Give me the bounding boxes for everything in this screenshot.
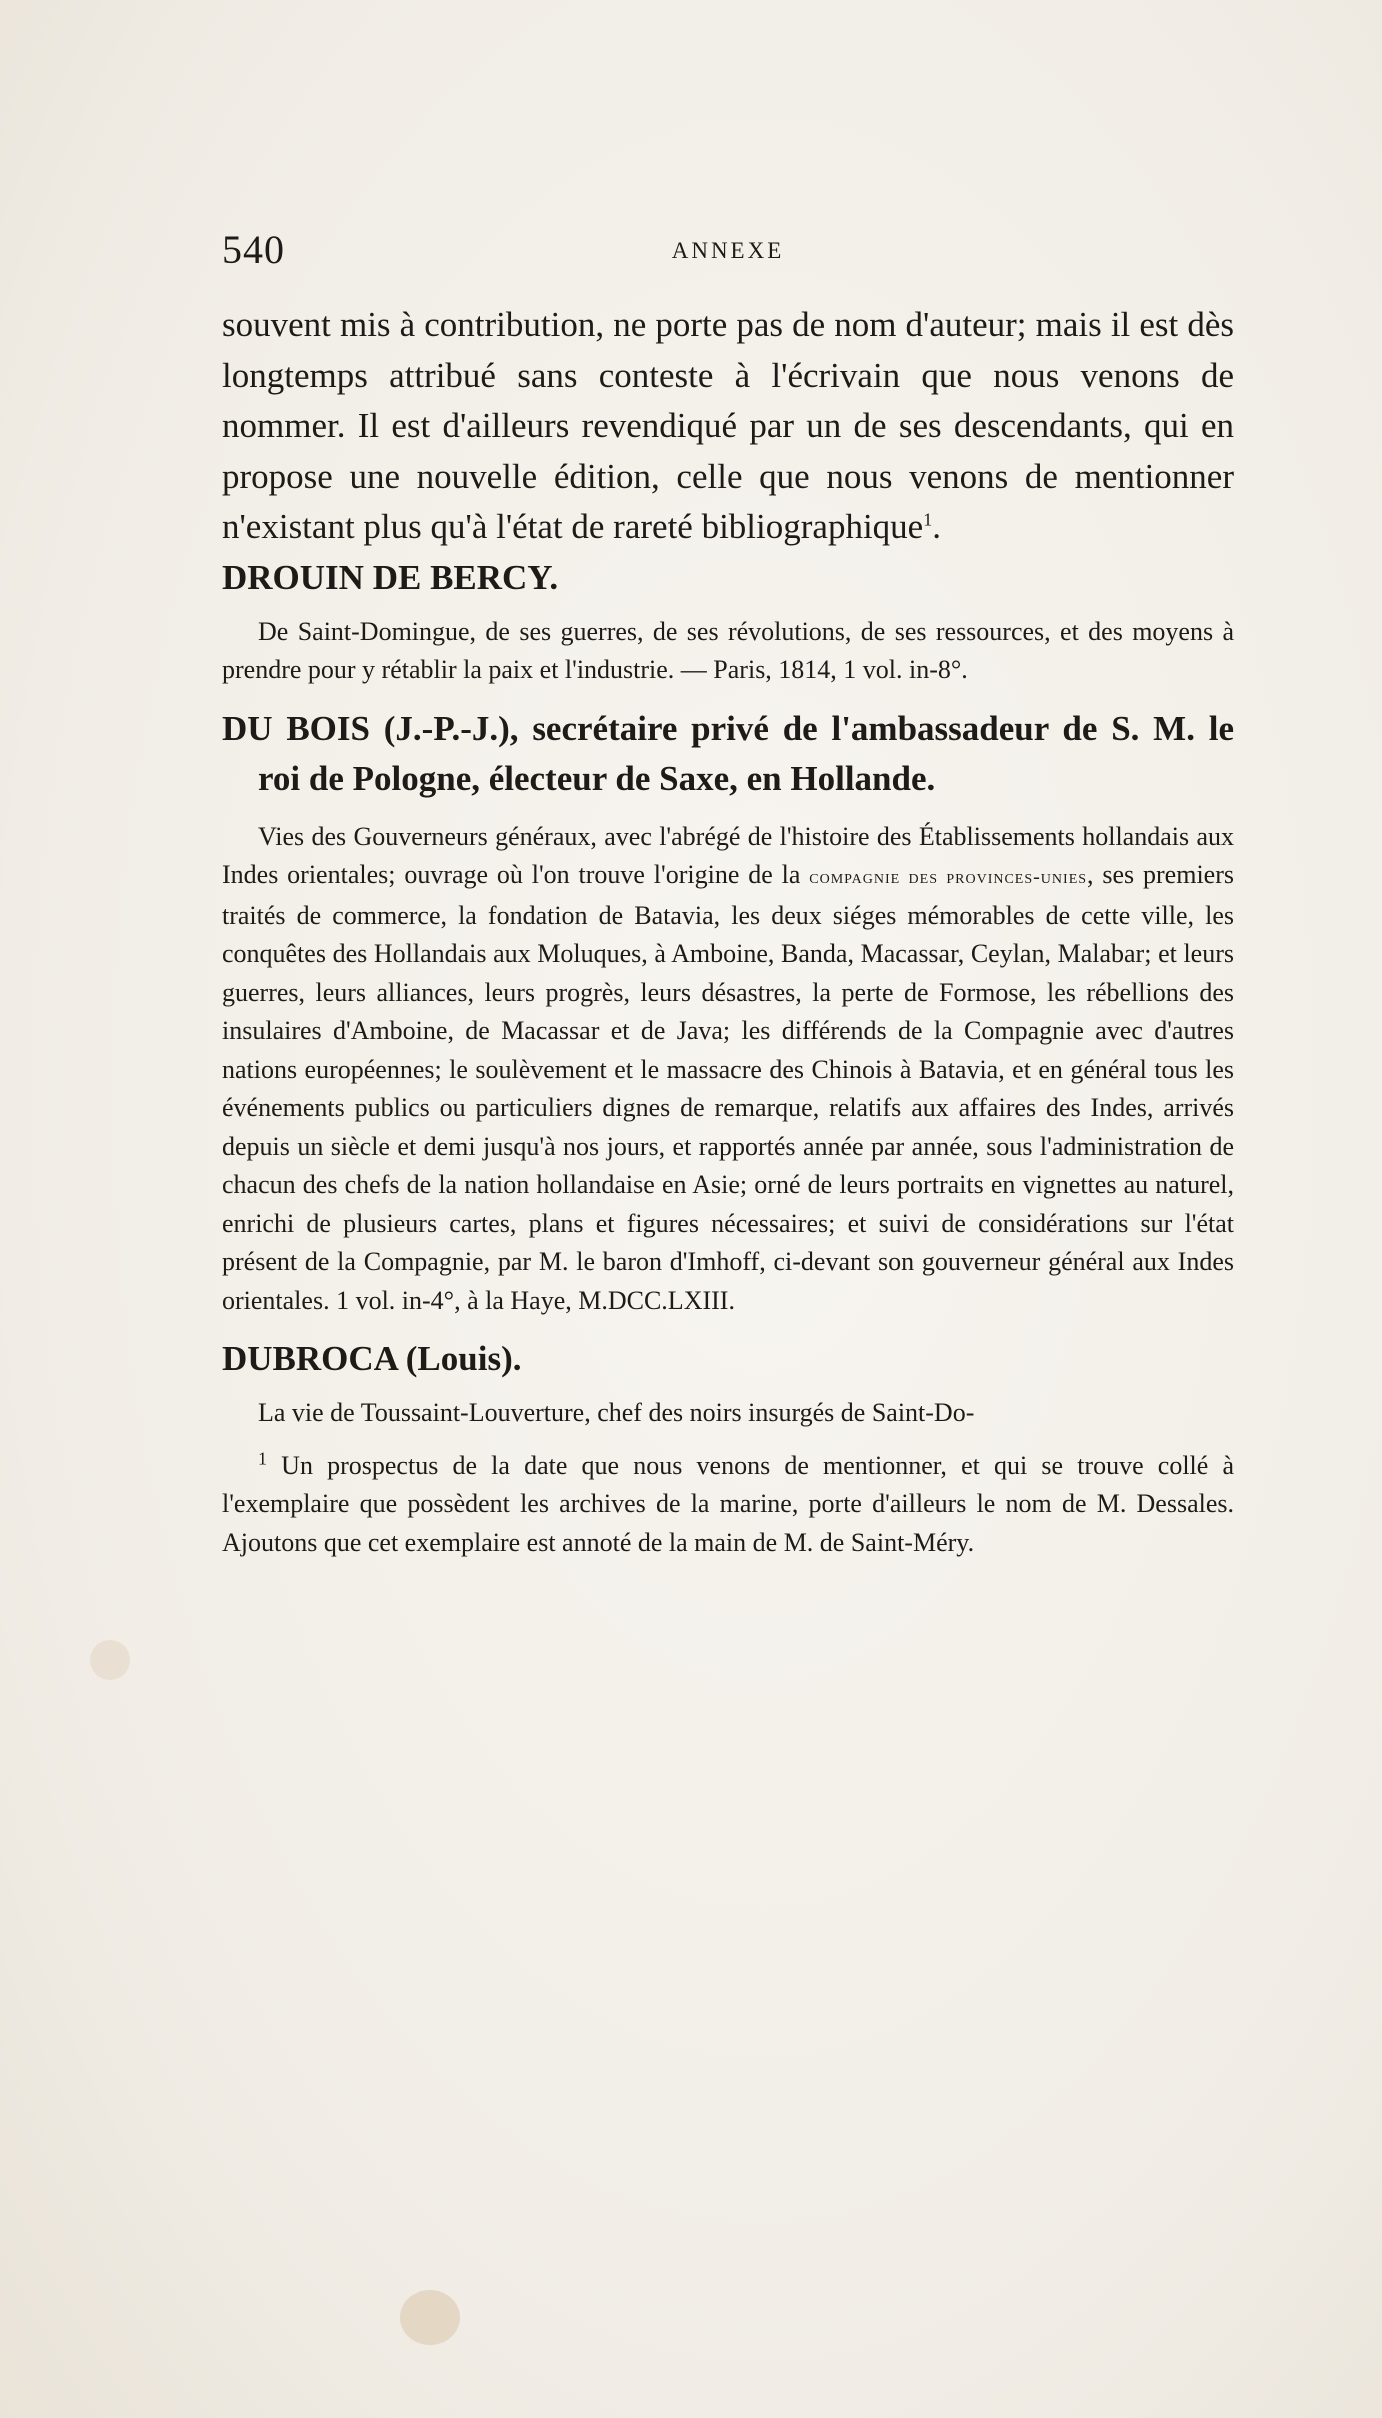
footnote-ref: 1 <box>923 509 933 530</box>
entry-heading: DROUIN DE BERCY. <box>222 557 559 597</box>
entry-description: La vie de Toussaint-Louverture, chef des noirs insurgés de Saint-Do- <box>258 1398 975 1427</box>
intro-paragraph <box>222 300 1234 553</box>
description-start: Vies des Gouverneurs généraux, avec l'abrégé de l'histoire des Établissements hollandais aux Indes orientales; ouvrage où l'on trouve l'origine de la <box>222 821 1234 889</box>
footnote-marker: 1 <box>258 1447 267 1468</box>
footnote-text: Un prospectus de la date que nous venons de mentionner, et qui se trouve collé à l'exemplaire que possèdent les archives de la marine, porte d'ailleurs le nom de M. Dessales. Ajoutons que cet exemplaire est annoté de la main de M. de Saint-Méry. <box>222 1450 1235 1557</box>
paper-stain <box>400 2290 460 2345</box>
description-end: , ses premiers traités de commerce, la fondation de Batavia, les deux siéges mémorables de cette ville, les conquêtes des Hollandais aux Moluques, à Amboine, Banda, Macassar, Ceylan, Malabar; et leurs guerres, leurs alliances, leurs progrès, leurs désastres, la perte de Formose, les rébellions des insulaires d'Amboine, de Macassar et de Java; les différends de la Compagnie avec d'autres nations européennes; le soulèvement et le massacre des Chinois à Batavia, et en général tous les événements publics ou particuliers dignes de remarque, relatifs aux affaires des Indes, arrivés depuis un siècle et demi jusqu'à nos jours, et rapportés année par année, sous l'administration de chacun des chefs de la nation hollandaise en Asie; orné de leurs portraits en vignettes au naturel, enrichi de plusieurs cartes, plans et figures nécessaires; et suivi de considérations sur l'état présent de la Compagnie, par M. le baron d'Imhoff, ci-devant son gouverneur général aux Indes orientales. 1 vol. in-4°, à la Haye, M.DCC.LXIII. <box>222 860 1234 1315</box>
entry-heading: DUBROCA (Louis). <box>222 1339 522 1378</box>
entry-description: De Saint-Domingue, de ses guerres, de ses révolutions, de ses ressources, et des moyens à prendre pour y rétablir la paix et l'industrie. — Paris, 1814, 1 vol. in-8°. <box>222 616 1234 684</box>
entry-heading: DU BOIS (J.-P.-J.), secrétaire privé de l'ambassadeur de S. M. le roi de Pologne, électeur de Saxe, en Hollande. <box>222 708 1234 798</box>
intro-text: souvent mis à contribution, ne porte pas de nom d'auteur; mais il est dès longtemps attribué sans conteste à l'écrivain que nous venons de nommer. Il est d'ailleurs revendiqué par un de ses descendants, qui en propose une nouvelle édition, celle que nous venons de mentionner n'existant plus qu'à l'état de rareté bibliographique <box>222 305 1234 546</box>
main-text <box>222 300 1234 1562</box>
footnote <box>222 1447 1234 1563</box>
entry-description <box>222 818 1234 1321</box>
paper-stain <box>90 1640 130 1680</box>
intro-end: . <box>932 507 941 546</box>
running-head: ANNEXE <box>671 238 785 263</box>
page-number: 540 <box>222 227 285 272</box>
page-header <box>222 226 1234 276</box>
description-smallcaps: compagnie des provinces-unies <box>809 866 1088 888</box>
